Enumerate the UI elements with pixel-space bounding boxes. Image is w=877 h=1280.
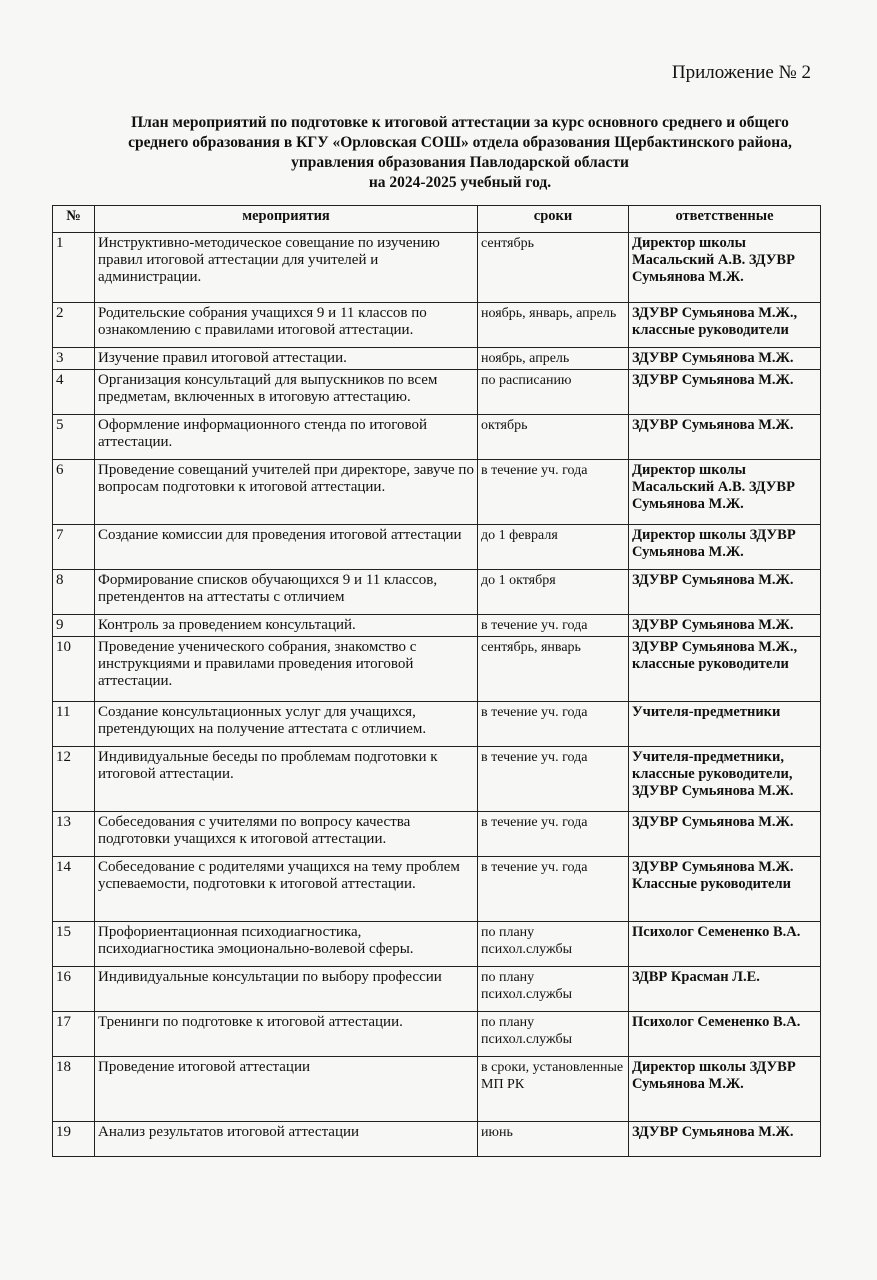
row-dates: в течение уч. года [478, 857, 629, 922]
table-row [53, 570, 821, 615]
row-event: Организация консультаций для выпускников по всем предметам, включенных в итоговую аттестацию. [95, 370, 478, 415]
table-body [53, 233, 821, 1157]
table-row [53, 967, 821, 1012]
table-row [53, 747, 821, 812]
row-number: 9 [53, 615, 95, 637]
table-row [53, 857, 821, 922]
row-responsible: ЗДУВР Сумьянова М.Ж. [629, 812, 821, 857]
row-dates: по плану психол.службы [478, 967, 629, 1012]
row-responsible: Директор школы ЗДУВР Сумьянова М.Ж. [629, 525, 821, 570]
row-number: 8 [53, 570, 95, 615]
row-responsible: ЗДУВР Сумьянова М.Ж., классные руководители [629, 637, 821, 702]
table-row [53, 1057, 821, 1122]
row-event: Индивидуальные беседы по проблемам подготовки к итоговой аттестации. [95, 747, 478, 812]
row-responsible: ЗДУВР Сумьянова М.Ж. [629, 570, 821, 615]
title-line: на 2024-2025 учебный год. [368, 174, 552, 191]
row-number: 2 [53, 303, 95, 348]
row-number: 3 [53, 348, 95, 370]
header-event: мероприятия [95, 206, 478, 233]
row-event: Оформление информационного стенда по итоговой аттестации. [95, 415, 478, 460]
document-title [90, 113, 830, 193]
row-number: 11 [53, 702, 95, 747]
table-row [53, 415, 821, 460]
row-number: 15 [53, 922, 95, 967]
row-responsible: Психолог Семененко В.А. [629, 922, 821, 967]
row-dates: в течение уч. года [478, 747, 629, 812]
title-line: План мероприятий по подготовке к итоговой аттестации за курс основного среднего и общего [131, 114, 789, 131]
row-responsible: ЗДУВР Сумьянова М.Ж. [629, 615, 821, 637]
table-row [53, 812, 821, 857]
row-responsible: Психолог Семененко В.А. [629, 1012, 821, 1057]
row-number: 6 [53, 460, 95, 525]
row-responsible: Учителя-предметники, классные руководители, ЗДУВР Сумьянова М.Ж. [629, 747, 821, 812]
row-dates: по расписанию [478, 370, 629, 415]
header-num: № [53, 206, 95, 233]
row-number: 12 [53, 747, 95, 812]
row-event: Тренинги по подготовке к итоговой аттестации. [95, 1012, 478, 1057]
table-row [53, 525, 821, 570]
row-event: Собеседование с родителями учащихся на тему проблем успеваемости, подготовки к итоговой аттестации. [95, 857, 478, 922]
title-line: среднего образования в КГУ «Орловская СОШ» отдела образования Щербактинского района, [128, 134, 792, 151]
row-responsible: ЗДУВР Сумьянова М.Ж. [629, 348, 821, 370]
row-number: 10 [53, 637, 95, 702]
row-responsible: Учителя-предметники [629, 702, 821, 747]
row-dates: в течение уч. года [478, 702, 629, 747]
row-number: 16 [53, 967, 95, 1012]
header-dates: сроки [478, 206, 629, 233]
title-line: управления образования Павлодарской области [291, 154, 629, 171]
row-dates: ноябрь, январь, апрель [478, 303, 629, 348]
row-event: Инструктивно-методическое совещание по изучению правил итоговой аттестации для учителей и администрации. [95, 233, 478, 303]
header-responsible: ответственные [629, 206, 821, 233]
row-event: Контроль за проведением консультаций. [95, 615, 478, 637]
row-number: 7 [53, 525, 95, 570]
row-event: Проведение совещаний учителей при директоре, завуче по вопросам подготовки к итоговой аттестации. [95, 460, 478, 525]
row-number: 1 [53, 233, 95, 303]
row-dates: в течение уч. года [478, 615, 629, 637]
row-number: 19 [53, 1122, 95, 1157]
row-event: Родительские собрания учащихся 9 и 11 классов по ознакомлению с правилами итоговой аттестации. [95, 303, 478, 348]
table-row [53, 303, 821, 348]
row-event: Профориентационная психодиагностика, психодиагностика эмоционально-волевой сферы. [95, 922, 478, 967]
row-event: Проведение итоговой аттестации [95, 1057, 478, 1122]
row-dates: сентябрь, январь [478, 637, 629, 702]
row-event: Собеседования с учителями по вопросу качества подготовки учащихся к итоговой аттестации. [95, 812, 478, 857]
table-row [53, 615, 821, 637]
table-row [53, 1122, 821, 1157]
table-header-row [53, 206, 821, 233]
row-responsible: ЗДУВР Сумьянова М.Ж. [629, 1122, 821, 1157]
row-responsible: ЗДВР Красман Л.Е. [629, 967, 821, 1012]
table-row [53, 702, 821, 747]
row-dates: в сроки, установленные МП РК [478, 1057, 629, 1122]
annex-label: Приложение № 2 [671, 62, 811, 83]
row-responsible: ЗДУВР Сумьянова М.Ж. [629, 415, 821, 460]
row-dates: до 1 февраля [478, 525, 629, 570]
row-number: 5 [53, 415, 95, 460]
table-row [53, 1012, 821, 1057]
row-event: Создание консультационных услуг для учащихся, претендующих на получение аттестата с отличием. [95, 702, 478, 747]
row-responsible: Директор школы Масальский А.В. ЗДУВР Сумьянова М.Ж. [629, 233, 821, 303]
row-event: Проведение ученического собрания, знакомство с инструкциями и правилами проведения итоговой аттестации. [95, 637, 478, 702]
row-event: Изучение правил итоговой аттестации. [95, 348, 478, 370]
table-row [53, 233, 821, 303]
row-dates: ноябрь, апрель [478, 348, 629, 370]
row-responsible: ЗДУВР Сумьянова М.Ж., классные руководители [629, 303, 821, 348]
table-row [53, 922, 821, 967]
row-dates: сентябрь [478, 233, 629, 303]
row-event: Анализ результатов итоговой аттестации [95, 1122, 478, 1157]
row-dates: по плану психол.службы [478, 1012, 629, 1057]
table-row [53, 460, 821, 525]
row-dates: по плану психол.службы [478, 922, 629, 967]
row-responsible: Директор школы ЗДУВР Сумьянова М.Ж. [629, 1057, 821, 1122]
row-number: 17 [53, 1012, 95, 1057]
row-dates: октябрь [478, 415, 629, 460]
table-row [53, 370, 821, 415]
row-dates: до 1 октября [478, 570, 629, 615]
row-number: 14 [53, 857, 95, 922]
events-table [52, 205, 821, 1157]
row-responsible: Директор школы Масальский А.В. ЗДУВР Сумьянова М.Ж. [629, 460, 821, 525]
table-row [53, 348, 821, 370]
row-responsible: ЗДУВР Сумьянова М.Ж. [629, 370, 821, 415]
row-event: Формирование списков обучающихся 9 и 11 классов, претендентов на аттестаты с отличием [95, 570, 478, 615]
row-dates: июнь [478, 1122, 629, 1157]
row-number: 13 [53, 812, 95, 857]
row-event: Создание комиссии для проведения итоговой аттестации [95, 525, 478, 570]
table-row [53, 637, 821, 702]
row-responsible: ЗДУВР Сумьянова М.Ж. Классные руководители [629, 857, 821, 922]
row-number: 4 [53, 370, 95, 415]
row-dates: в течение уч. года [478, 812, 629, 857]
row-dates: в течение уч. года [478, 460, 629, 525]
row-number: 18 [53, 1057, 95, 1122]
row-event: Индивидуальные консультации по выбору профессии [95, 967, 478, 1012]
